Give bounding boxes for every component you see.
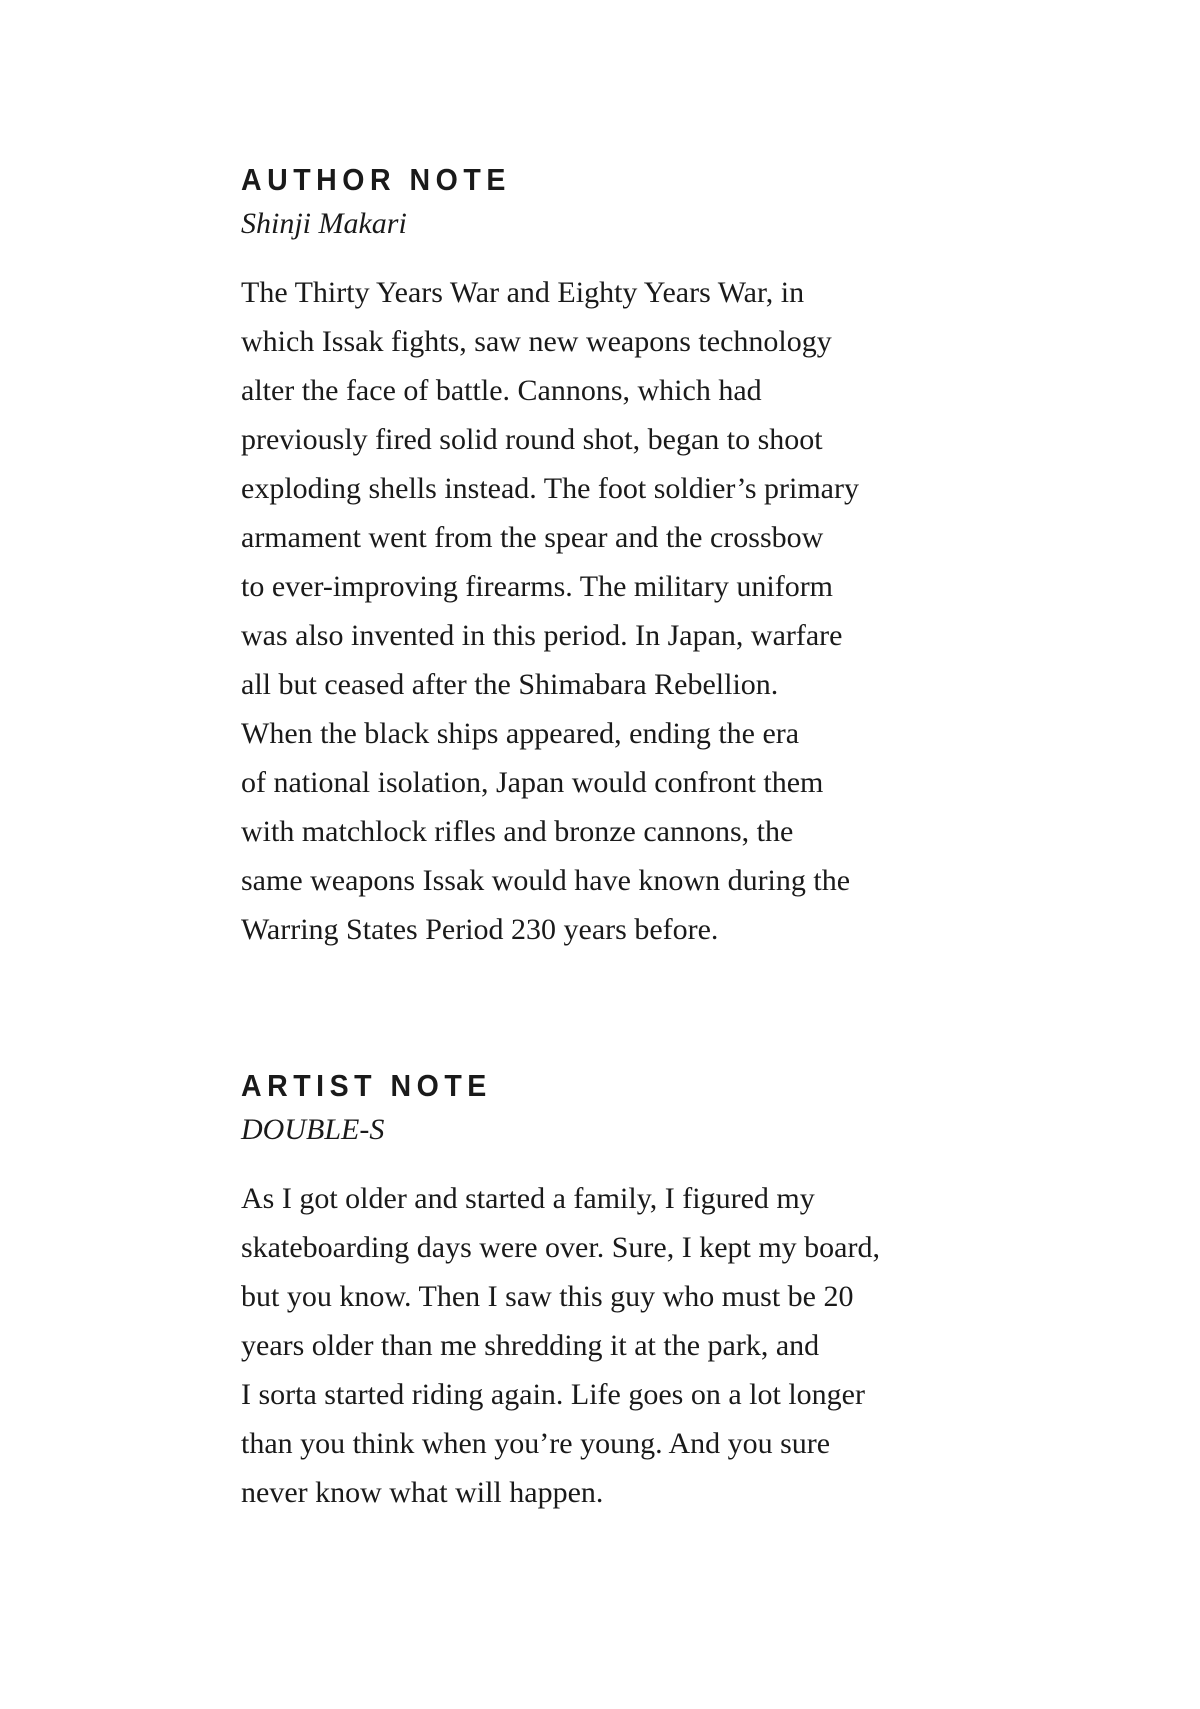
author-name: Shinji Makari bbox=[241, 207, 407, 240]
artist-note-line: but you know. Then I saw this guy who must be 20 bbox=[241, 1280, 854, 1313]
author-note-line: exploding shells instead. The foot soldier’s primary bbox=[241, 472, 859, 505]
author-note-line: which Issak fights, saw new weapons technology bbox=[241, 325, 832, 358]
author-note-line: Warring States Period 230 years before. bbox=[241, 913, 719, 946]
author-note-line: When the black ships appeared, ending the era bbox=[241, 717, 800, 750]
author-note-line: all but ceased after the Shimabara Rebellion. bbox=[241, 668, 779, 701]
artist-note-section bbox=[241, 1066, 1001, 1517]
artist-note-line: never know what will happen. bbox=[241, 1476, 604, 1509]
author-note-line: with matchlock rifles and bronze cannons, the bbox=[241, 815, 794, 848]
artist-note-heading: ARTIST NOTE bbox=[241, 1068, 492, 1103]
author-note-line: alter the face of battle. Cannons, which had bbox=[241, 374, 762, 407]
artist-note-line: than you think when you’re young. And you sure bbox=[241, 1427, 831, 1460]
author-note-line: same weapons Issak would have known during the bbox=[241, 864, 851, 897]
author-note-line: armament went from the spear and the crossbow bbox=[241, 521, 824, 554]
author-note-line: was also invented in this period. In Japan, warfare bbox=[241, 619, 843, 652]
artist-note-body bbox=[241, 1174, 1001, 1517]
artist-name: DOUBLE-S bbox=[241, 1113, 385, 1146]
author-note-body bbox=[241, 268, 1001, 954]
artist-note-line: skateboarding days were over. Sure, I kept my board, bbox=[241, 1231, 880, 1264]
author-note-line: of national isolation, Japan would confront them bbox=[241, 766, 824, 799]
author-note-heading: AUTHOR NOTE bbox=[241, 162, 511, 197]
author-note-line: previously fired solid round shot, began to shoot bbox=[241, 423, 823, 456]
artist-note-line: I sorta started riding again. Life goes on a lot longer bbox=[241, 1378, 865, 1411]
artist-note-line: As I got older and started a family, I figured my bbox=[241, 1182, 815, 1215]
artist-note-line: years older than me shredding it at the park, and bbox=[241, 1329, 820, 1362]
author-note-line: The Thirty Years War and Eighty Years War, in bbox=[241, 276, 805, 309]
author-note-section bbox=[241, 160, 1001, 954]
author-note-line: to ever-improving firearms. The military uniform bbox=[241, 570, 834, 603]
